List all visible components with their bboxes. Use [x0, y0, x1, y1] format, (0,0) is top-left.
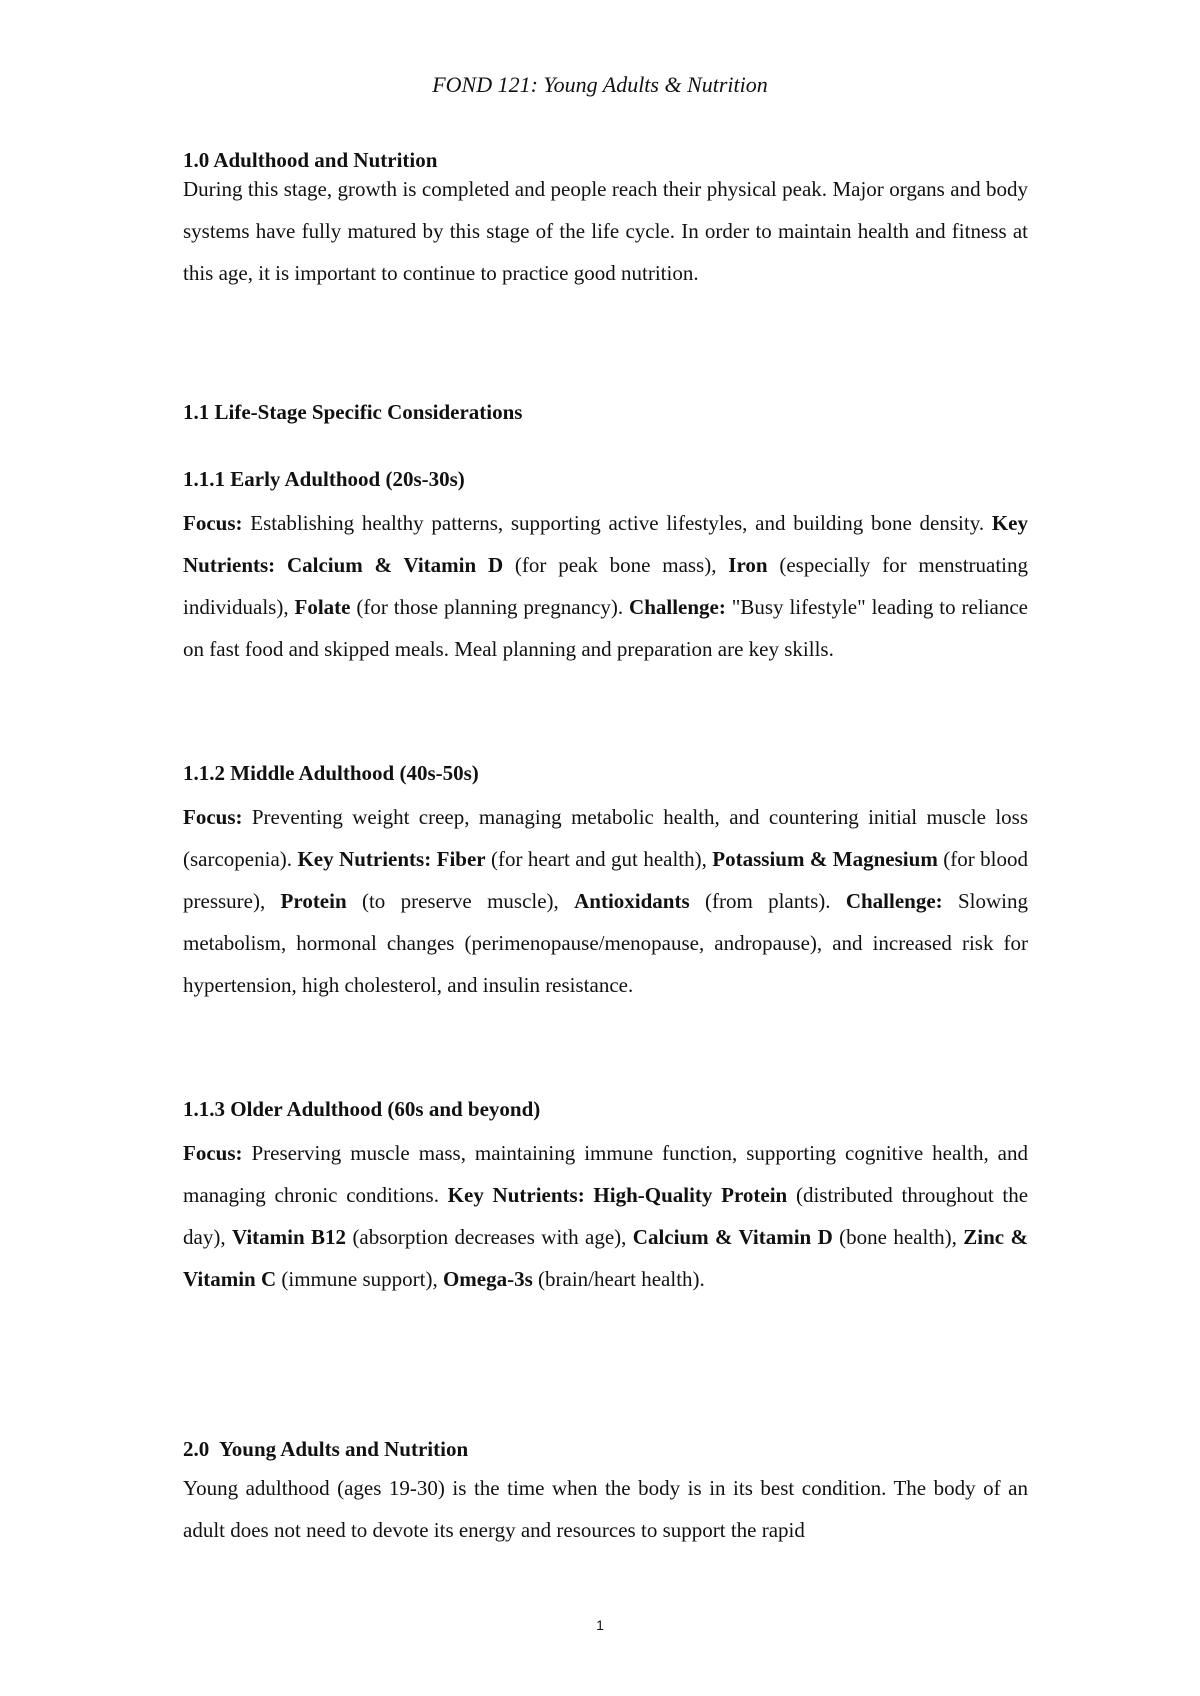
nutrient-note: (from plants).	[689, 889, 846, 913]
nutrient-calcium-vitamin-d: Calcium & Vitamin D	[632, 1225, 833, 1249]
section-heading-1-1-3: 1.1.3 Older Adulthood (60s and beyond)	[183, 1097, 541, 1121]
focus-label: Focus:	[183, 1141, 243, 1165]
focus-text: Preventing weight creep, managing metabolic health, and countering initial muscle loss (sarcopenia).	[183, 805, 1028, 871]
section-body-1-1-3	[183, 1132, 1028, 1300]
focus-label: Focus:	[183, 511, 243, 535]
focus-text: Preserving muscle mass, maintaining immune function, supporting cognitive health, and managing chronic conditions.	[183, 1141, 1028, 1207]
nutrient-vitamin-b12: Vitamin B12	[231, 1225, 347, 1249]
page-number: 1	[596, 1617, 604, 1633]
nutrient-note: (immune support),	[276, 1267, 443, 1291]
focus-label: Focus:	[183, 805, 243, 829]
section-heading-1-1: 1.1 Life-Stage Specific Considerations	[183, 400, 523, 424]
nutrient-zinc-vitamin-c: Zinc & Vitamin C	[183, 1225, 1028, 1291]
nutrient-fiber: Fiber	[431, 847, 486, 871]
key-nutrients-label: Key Nutrients:	[447, 1183, 585, 1207]
section-heading-1-1-2: 1.1.2 Middle Adulthood (40s-50s)	[183, 761, 479, 785]
nutrient-note: (brain/heart health).	[532, 1267, 705, 1291]
key-nutrients-label: Key Nutrients:	[183, 511, 1028, 577]
nutrient-protein: Protein	[280, 889, 347, 913]
key-nutrients-label: Key Nutrients:	[297, 847, 432, 871]
nutrient-folate: Folate	[294, 595, 351, 619]
section-heading-2-0-text: 2.0 Young Adults and Nutrition	[183, 1437, 469, 1461]
document-title: FOND 121: Young Adults & Nutrition	[432, 72, 768, 97]
section-body-1-1-1	[183, 502, 1028, 670]
nutrient-note: (to preserve muscle),	[346, 889, 575, 913]
focus-text: Establishing healthy patterns, supporting active lifestyles, and building bone density.	[242, 511, 992, 535]
nutrient-high-quality-protein: High-Quality Protein	[584, 1183, 788, 1207]
nutrient-note: (for those planning pregnancy).	[350, 595, 630, 619]
nutrient-calcium-vitamin-d: Calcium & Vitamin D	[275, 553, 504, 577]
section-body-1-0: During this stage, growth is completed and people reach their physical peak. Major organs and body systems have fully matured by this stage of the life cycle. In order to maintain health and fitness at this age, it is important to continue to practice good nutrition.	[183, 177, 1028, 285]
nutrient-omega-3s: Omega-3s	[442, 1267, 533, 1291]
nutrient-note: (for peak bone mass),	[503, 553, 729, 577]
nutrient-antioxidants: Antioxidants	[574, 889, 690, 913]
nutrient-note: (bone health),	[832, 1225, 964, 1249]
nutrient-potassium-magnesium: Potassium & Magnesium	[712, 847, 938, 871]
section-body-2-0: Young adulthood (ages 19-30) is the time when the body is in its best condition. The body of an adult does not need to devote its energy and resources to support the rapid	[183, 1476, 1028, 1542]
challenge-label: Challenge:	[845, 889, 943, 913]
challenge-text: Slowing metabolism, hormonal changes (perimenopause/menopause, andropause), and increased risk for hypertension, high cholesterol, and insulin resistance.	[183, 889, 1028, 997]
nutrient-iron: Iron	[728, 553, 768, 577]
section-heading-1-1-1: 1.1.1 Early Adulthood (20s-30s)	[183, 467, 465, 491]
challenge-text: "Busy lifestyle" leading to reliance on fast food and skipped meals. Meal planning and preparation are key skills.	[183, 595, 1029, 661]
nutrient-note: (especially for menstruating individuals),	[183, 553, 1029, 619]
nutrient-note: (for heart and gut health),	[485, 847, 713, 871]
challenge-label: Challenge:	[629, 595, 726, 619]
nutrient-note: (absorption decreases with age),	[346, 1225, 633, 1249]
nutrient-note: (for blood pressure),	[183, 847, 1028, 913]
section-body-1-1-2	[183, 796, 1028, 1006]
section-heading-1-0: 1.0 Adulthood and Nutrition	[183, 148, 438, 172]
section-heading-2-0	[183, 1437, 468, 1462]
nutrient-note: (distributed throughout the day),	[183, 1183, 1029, 1249]
